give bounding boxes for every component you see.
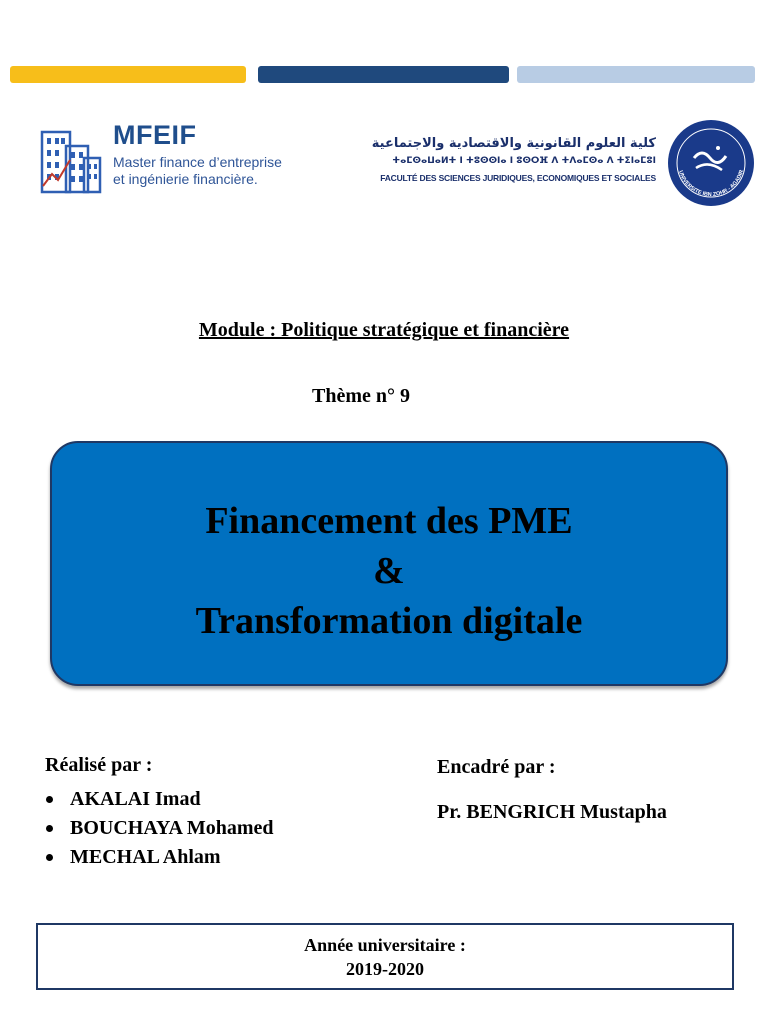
list-item <box>40 843 274 872</box>
bullet-icon <box>46 854 53 861</box>
report-title-line2: & <box>373 550 405 592</box>
module-title: Module : Politique stratégique et financière <box>198 319 570 341</box>
authors-label: Réalisé par : <box>45 754 153 776</box>
buildings-icon <box>40 124 102 194</box>
faculty-name-tifinagh: ⵜⴰⵎⵙⴰⵡⴰⵍⵜ ⵏ ⵜⵓⵙⵙⵏⴰ ⵏ ⵓⵙⵔⴼ ⴷ ⵜⴷⴰⵎⵙⴰ ⴷ ⵜⵉⵏⴰⵎⵓⵏ <box>392 156 656 166</box>
supervisor-label: Encadré par : <box>437 756 556 778</box>
list-item <box>40 785 274 814</box>
theme-number: Thème n° 9 <box>312 385 410 407</box>
author-name: AKALAI Imad <box>70 788 201 810</box>
header-bar-yellow <box>10 66 246 83</box>
supervisor-name: Pr. BENGRICH Mustapha <box>437 801 667 823</box>
mfeif-title: MFEIF <box>113 120 197 150</box>
header-bar-navy <box>258 66 509 83</box>
report-title-box <box>50 441 728 686</box>
academic-year-value: 2019-2020 <box>346 959 424 979</box>
author-name: MECHAL Ahlam <box>70 846 221 868</box>
university-seal-icon <box>666 118 756 208</box>
mfeif-subtitle <box>113 154 282 188</box>
report-title-line1: Financement des PME <box>205 500 573 542</box>
bullet-icon <box>46 796 53 803</box>
faculty-name-arabic: كلية العلوم القانونية والاقتصادية والاجتماعية <box>371 136 656 151</box>
academic-year-box <box>36 923 734 990</box>
mfeif-logo <box>40 120 330 200</box>
academic-year-label: Année universitaire : <box>304 935 466 955</box>
faculty-logo <box>371 118 756 210</box>
mfeif-subtitle-line2: et ingénierie financière. <box>113 171 258 187</box>
mfeif-subtitle-line1: Master finance d’entreprise <box>113 154 282 170</box>
authors-list <box>40 785 274 872</box>
bullet-icon <box>46 825 53 832</box>
list-item <box>40 814 274 843</box>
header-bar-light <box>517 66 755 83</box>
author-name: BOUCHAYA Mohamed <box>70 817 274 839</box>
report-title-line3: Transformation digitale <box>195 600 583 642</box>
faculty-name-french: FACULTÉ DES SCIENCES JURIDIQUES, ECONOMIQUES ET SOCIALES <box>380 173 656 183</box>
svg-text:UNIVERSITE IBN ZOHR - AGADIR: UNIVERSITE IBN ZOHR - AGADIR <box>677 169 746 199</box>
